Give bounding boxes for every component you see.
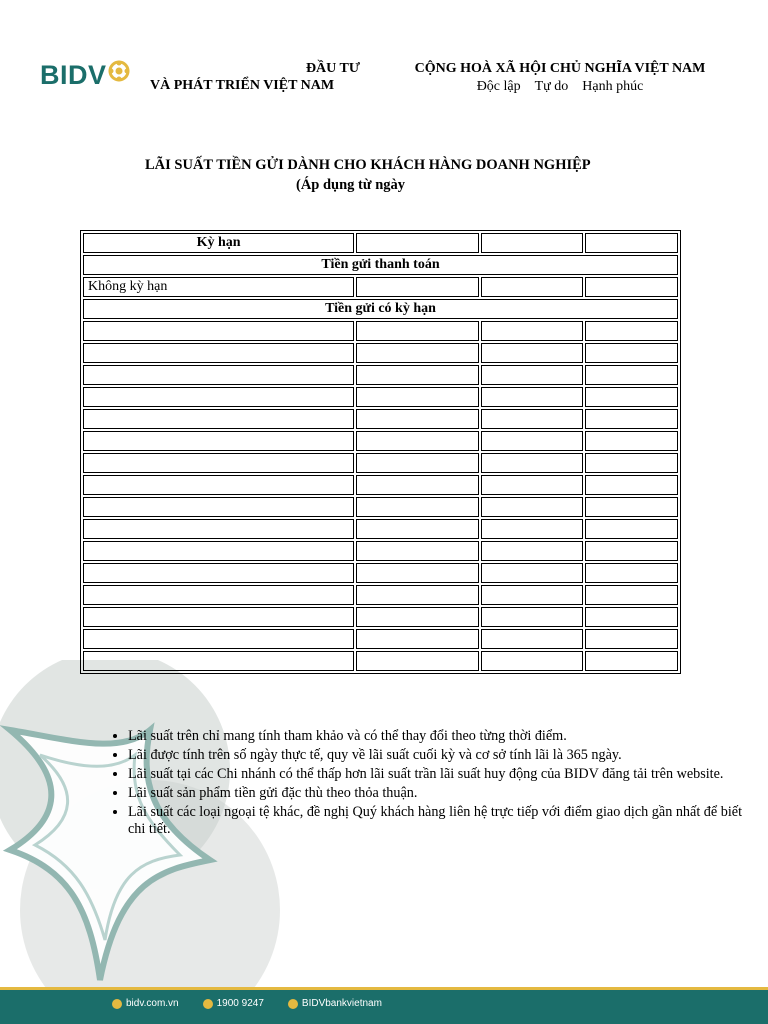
table-cell: [585, 585, 678, 605]
table-cell: [481, 651, 583, 671]
table-cell: [481, 277, 583, 297]
table-cell: [585, 387, 678, 407]
logo-text: BIDV: [40, 59, 107, 90]
table-row: [83, 541, 678, 561]
table-cell: [83, 629, 354, 649]
footer-contacts: [0, 998, 768, 1009]
table-cell: [83, 541, 354, 561]
table-cell: [83, 607, 354, 627]
term-column-header: Kỳ hạn: [83, 233, 354, 253]
facebook-icon: [288, 999, 298, 1009]
table-cell: [585, 453, 678, 473]
table-cell: [356, 629, 479, 649]
footer-website[interactable]: [112, 998, 179, 1009]
table-cell: [585, 519, 678, 539]
table-row: [83, 519, 678, 539]
table-cell: [585, 563, 678, 583]
table-row: [83, 343, 678, 363]
table-row: [83, 497, 678, 517]
table-cell: [83, 563, 354, 583]
bank-name-line2: VÀ PHÁT TRIỂN VIỆT NAM: [150, 78, 335, 93]
section-payment-deposit: Tiền gửi thanh toán: [83, 255, 678, 275]
document-subtitle: (Áp dụng từ ngày: [296, 177, 406, 193]
motto-item: Hạnh phúc: [582, 79, 644, 94]
facebook-text: BIDVbankvietnam: [301, 998, 382, 1009]
table-cell: [356, 519, 479, 539]
table-cell: [356, 365, 479, 385]
table-cell: [585, 321, 678, 341]
table-cell: [356, 497, 479, 517]
table-cell: [356, 387, 479, 407]
table-row: [83, 563, 678, 583]
table-cell: [83, 585, 354, 605]
table-cell: [356, 277, 479, 297]
section-term-deposit: Tiền gửi có kỳ hạn: [83, 299, 678, 319]
table-cell: [83, 343, 354, 363]
table-row: [83, 585, 678, 605]
table-cell: [356, 563, 479, 583]
table-row: [83, 453, 678, 473]
table-row: [83, 387, 678, 407]
table-cell: [356, 585, 479, 605]
table-cell: [585, 431, 678, 451]
section-row: [83, 255, 678, 275]
table-row: [83, 651, 678, 671]
table-cell: [481, 233, 583, 253]
table-row: [83, 629, 678, 649]
table-cell: [481, 387, 583, 407]
phone-icon: [203, 999, 213, 1009]
table-cell: [356, 475, 479, 495]
table-cell: [83, 453, 354, 473]
table-cell: [481, 541, 583, 561]
motto: [392, 78, 728, 96]
table-cell: [585, 233, 678, 253]
motto-item: Độc lập: [476, 79, 521, 94]
table-cell: [356, 651, 479, 671]
table-row: [83, 607, 678, 627]
table-cell: [481, 409, 583, 429]
bank-name-line1: ĐẦU TƯ: [305, 61, 360, 76]
table-cell: [83, 431, 354, 451]
footer-divider: [0, 987, 768, 990]
list-item: • Lãi suất trên chỉ mang tính tham khảo và có thể thay đổi theo từng thời điểm.: [128, 728, 748, 745]
table-row: [83, 321, 678, 341]
table-cell: [585, 475, 678, 495]
table-cell: [356, 607, 479, 627]
footer-hotline[interactable]: [203, 998, 264, 1009]
table-cell: [481, 475, 583, 495]
table-cell: [83, 519, 354, 539]
table-cell: [585, 651, 678, 671]
national-heading: [392, 60, 728, 96]
list-item: • Lãi được tính trên số ngày thực tế, quy về lãi suất cuối kỳ và cơ sở tính lãi là 365 ngày.: [128, 747, 748, 764]
table-cell: [356, 541, 479, 561]
table-cell: [585, 629, 678, 649]
table-row: [83, 409, 678, 429]
table-cell: [585, 277, 678, 297]
website-text: bidv.com.vn: [126, 998, 179, 1009]
table-cell: [481, 431, 583, 451]
table-row: [83, 431, 678, 451]
table-cell: [356, 431, 479, 451]
table-cell: [585, 409, 678, 429]
list-item: • Lãi suất các loại ngoại tệ khác, đề nghị Quý khách hàng liên hệ trực tiếp với điểm giao dịch gần nhất để biết chi tiết.: [128, 804, 748, 838]
notes-list: [104, 728, 748, 840]
table-row: [83, 475, 678, 495]
table-cell: [83, 409, 354, 429]
table-cell: [83, 651, 354, 671]
table-cell: [481, 629, 583, 649]
bidv-logo: [40, 58, 130, 92]
table-cell: [585, 607, 678, 627]
table-cell: [585, 497, 678, 517]
list-item: • Lãi suất sản phẩm tiền gửi đặc thù theo thỏa thuận.: [128, 785, 748, 802]
table-cell: [481, 497, 583, 517]
table-header-row: [83, 233, 678, 253]
table-cell: [585, 343, 678, 363]
table-cell: [356, 233, 479, 253]
logo-flower-icon: [108, 60, 130, 82]
motto-item: Tự do: [534, 79, 569, 94]
hotline-text: 1900 9247: [216, 998, 264, 1009]
table-cell: [481, 365, 583, 385]
section-row: [83, 299, 678, 319]
table-row: [83, 277, 678, 297]
table-cell: [356, 343, 479, 363]
table-cell: [83, 475, 354, 495]
table-cell: [585, 541, 678, 561]
national-title: CỘNG HOÀ XÃ HỘI CHỦ NGHĨA VIỆT NAM: [414, 61, 706, 76]
table-cell: [356, 321, 479, 341]
table-cell: [481, 453, 583, 473]
table-cell: [481, 607, 583, 627]
table-cell: [481, 343, 583, 363]
bank-name: [150, 60, 360, 94]
table-cell: [585, 365, 678, 385]
table-cell: [356, 409, 479, 429]
footer-facebook[interactable]: [288, 998, 382, 1009]
table-cell: [83, 365, 354, 385]
document-title: LÃI SUẤT TIỀN GỬI DÀNH CHO KHÁCH HÀNG DOANH NGHIỆP: [145, 157, 591, 173]
table-row: [83, 365, 678, 385]
table-cell: [83, 497, 354, 517]
table-cell: [83, 387, 354, 407]
globe-icon: [112, 999, 122, 1009]
table-cell: [481, 563, 583, 583]
table-cell: [356, 453, 479, 473]
table-cell: [481, 519, 583, 539]
interest-rate-table: [80, 230, 681, 674]
table-cell: [481, 321, 583, 341]
list-item: • Lãi suất tại các Chi nhánh có thể thấp hơn lãi suất trần lãi suất huy động của BIDV đăng tải trên website.: [128, 766, 748, 783]
term-no-term: Không kỳ hạn: [83, 277, 354, 297]
table-cell: [481, 585, 583, 605]
table-cell: [83, 321, 354, 341]
